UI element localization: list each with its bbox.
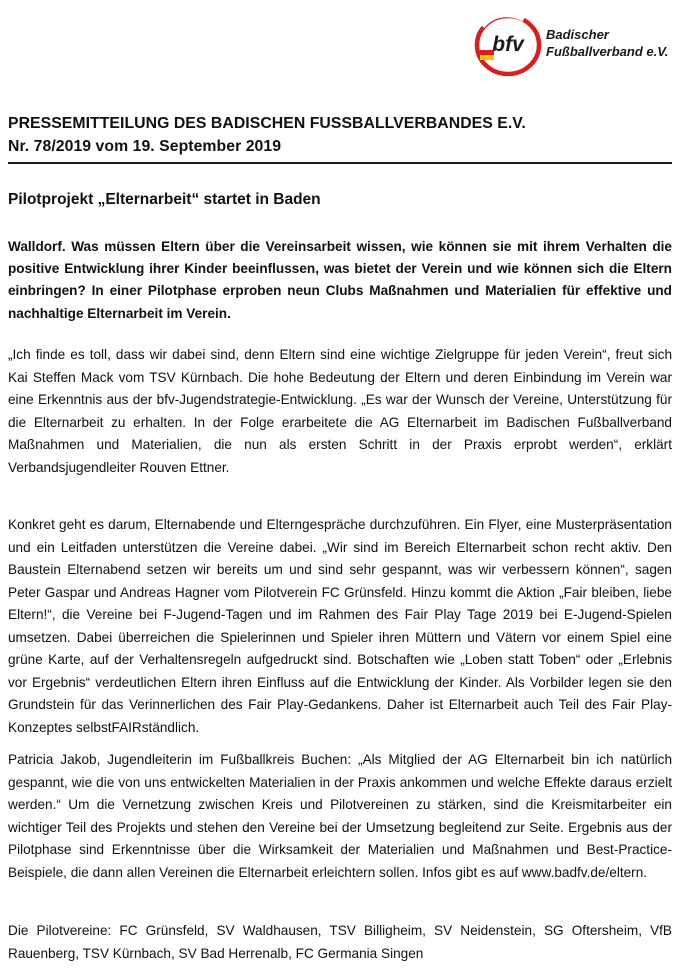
header-number-date: Nr. 78/2019 vom 19. September 2019 [8,138,282,155]
lead-paragraph: Walldorf. Was müssen Eltern über die Vereinsarbeit wissen, wie können sie mit ihrem Verhalten die positive Entwicklung ihrer Kinder beeinflussen, was bietet der Verein und wie können sich die Eltern einbringen? In einer Pilotphase erproben neun Clubs Maßnahmen und Materialien für effektive und nachhaltige Elternarbeit im Verein. [8,239,672,321]
press-release-header [8,112,676,158]
body-paragraph: Konkret geht es darum, Elternabende und Elterngespräche durchzuführen. Ein Flyer, eine Musterpräsentation und ein Leitfaden unterstützen die Vereine dabei. „Wir sind im Bereich Elternarbeit schon recht aktiv. Den Baustein Elternabend setzen wir bereits um und sind sehr gespannt, was wir verbessern können“, sagen Peter Gaspar und Andreas Hagner vom Pilotverein FC Grünsfeld. Hinzu kommt die Aktion „Fair bleiben, liebe Eltern!“, die Vereine bei F-Jugend-Tagen und im Rahmen des Fair Play Tage 2019 bei E-Jugend-Spielen umsetzen. Dabei überreichen die Spielerinnen und Spieler ihren Müttern und Vätern vor einem Spiel eine grüne Karte, auf der Verhaltensregeln aufgedruckt sind. Botschaften wie „Loben statt Toben“ oder „Erlebnis vor Ergebnis“ verdeutlichen Eltern ihren Einfluss auf die Entwicklung der Kinder. Als Vorbilder legen sie den Grundstein für das Verinnerlichen des Fair Play-Gedankens. Daher ist Elternarbeit auch Teil des Fair Play-Konzeptes selbstFAIRständlich. [8,517,672,735]
logo-name-line2: Fußballverband e.V. [546,44,669,59]
body-paragraph: „Ich finde es toll, dass wir dabei sind, denn Eltern sind eine wichtige Zielgruppe für jeden Verein“, freut sich Kai Steffen Mack vom TSV Kürnbach. Die hohe Bedeutung der Eltern und deren Einbindung im Verein war eine Erkenntnis aus der bfv-Jugendstrategie-Entwicklung. „Es war der Wunsch der Vereine, Unterstützung für die Elternarbeit zu erhalten. In der Folge erarbeitete die AG Elternarbeit im Badischen Fußballverband Maßnahmen und Materialien, die nun als ersten Schritt in der Praxis erprobt werden“, erklärt Verbandsjugendleiter Rouven Ettner. [8,347,672,475]
body-paragraph: Patricia Jakob, Jugendleiterin im Fußballkreis Buchen: „Als Mitglied der AG Elternarbeit bin ich natürlich gespannt, wie die von uns entwickelten Materialien in der Praxis ankommen und welche Effekte daraus erzielt werden.“ Um die Vernetzung zwischen Kreis und Pilotvereinen zu stärken, sind die Kreismitarbeiter ein wichtiger Teil des Projekts und stehen den Vereine bei der Umsetzung begleitend zur Seite. Ergebnis aus der Pilotphase sind Erkenntnisse über die Wirksamkeit der Materialien und Maßnahmen und Best-Practice-Beispiele, die dann allen Vereinen die Elternarbeit erleichtern sollen. Infos gibt es auf www.badfv.de/eltern. [8,752,672,880]
bfv-logo [472,14,672,76]
article-headline: Pilotprojekt „Elternarbeit“ startet in Baden [8,191,321,208]
pilot-clubs-paragraph: Die Pilotvereine: FC Grünsfeld, SV Waldhausen, TSV Billigheim, SV Neidenstein, SG Oftersheim, VfB Rauenberg, TSV Kürnbach, SV Bad Herrenalb, FC Germania Singen [8,923,672,961]
logo-mark-text: bfv [492,33,524,56]
logo-name [546,26,668,60]
header-title: PRESSEMITTEILUNG DES BADISCHEN FUSSBALLVERBANDES E.V. [8,115,526,132]
bfv-logo-mark [472,14,542,76]
header-divider [8,162,672,164]
logo-name-line1: Badischer [546,27,609,42]
